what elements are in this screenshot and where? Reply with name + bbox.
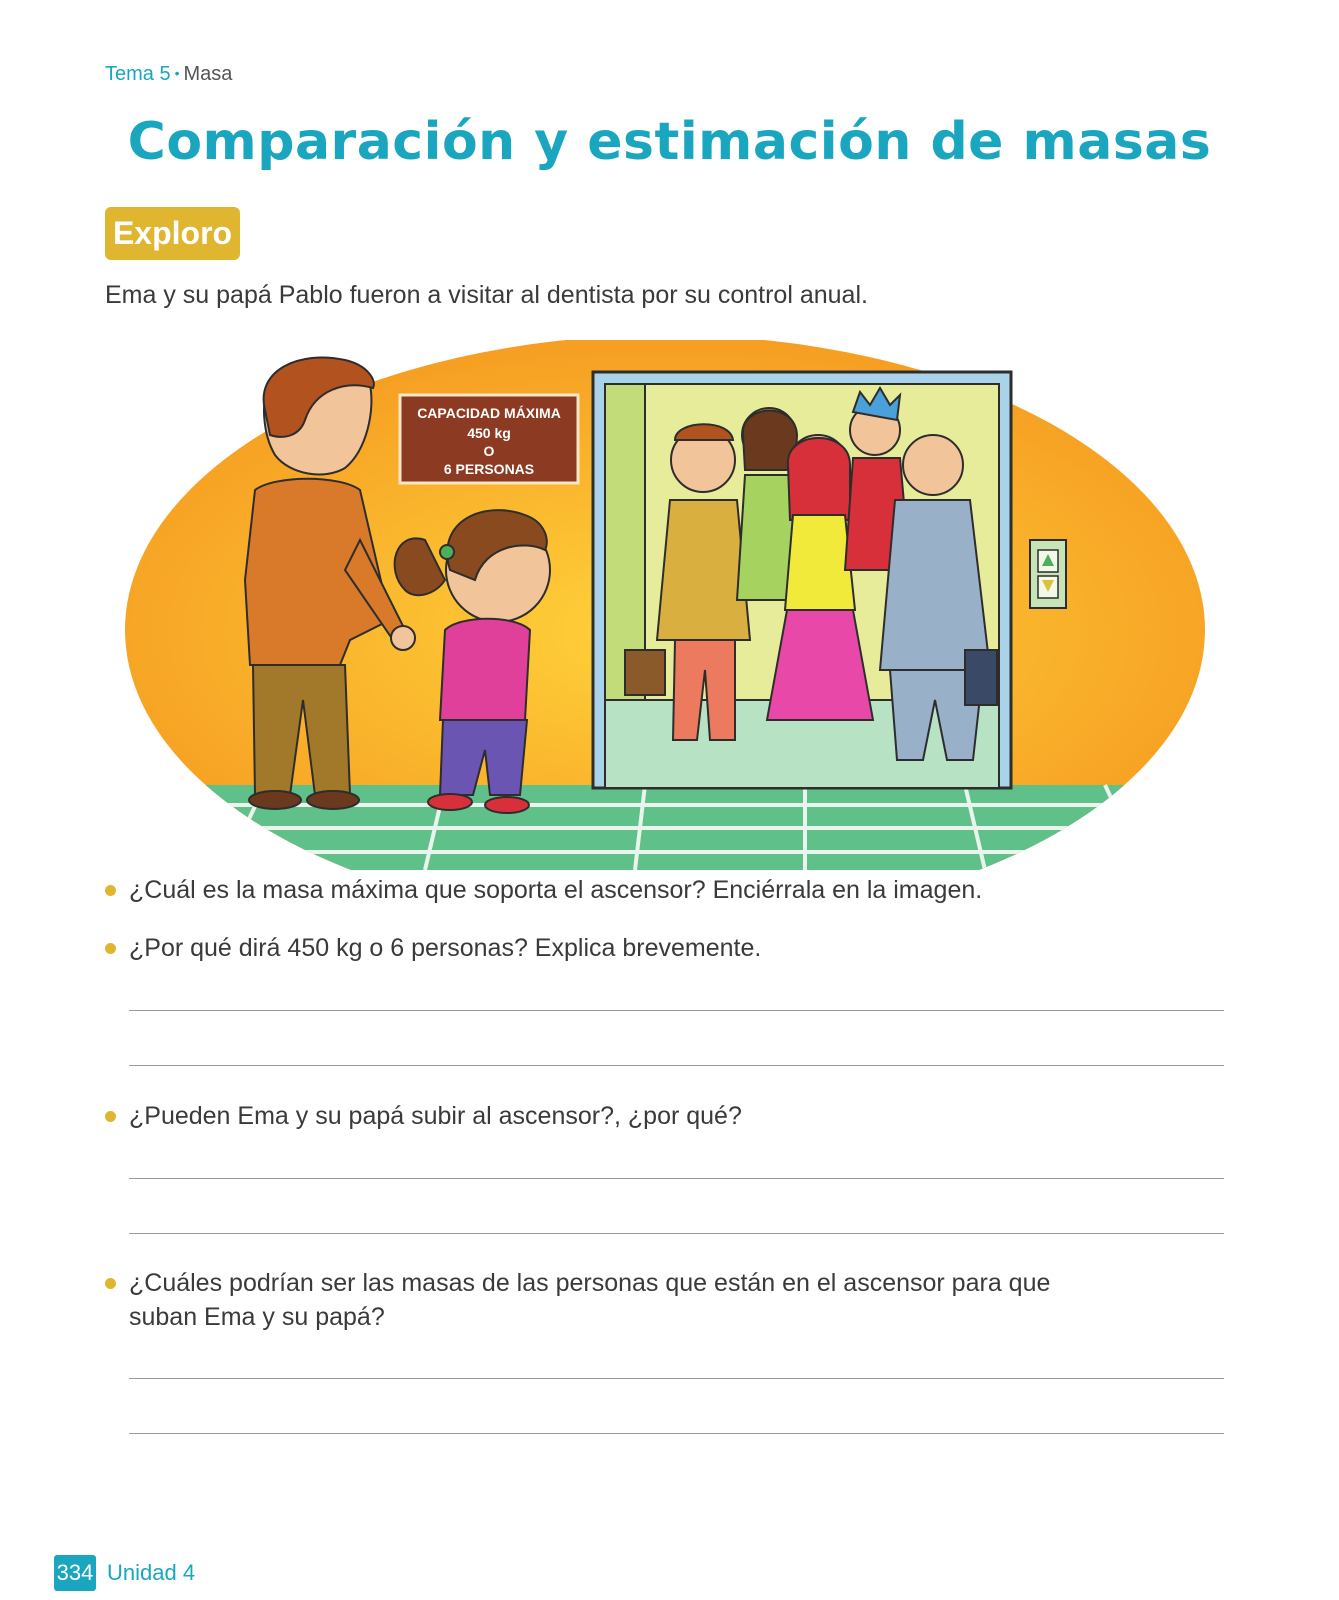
sign-line-persons: 6 PERSONAS xyxy=(443,461,535,477)
bullet-icon xyxy=(105,943,116,954)
elevator-illustration xyxy=(105,340,1225,870)
question-text: ¿Pueden Ema y su papá subir al ascensor?, ¿por qué? xyxy=(129,1102,742,1130)
sign-line-weight: 450 kg xyxy=(467,425,511,441)
answer-line[interactable] xyxy=(129,1233,1224,1234)
answer-line[interactable] xyxy=(129,1378,1224,1379)
bullet-icon xyxy=(105,1278,116,1289)
page-title: Comparación y estimación de masas xyxy=(127,112,1212,172)
topic-header xyxy=(105,63,232,86)
sign-line-capacity: CAPACIDAD MÁXIMA xyxy=(417,405,561,421)
question-4 xyxy=(105,1266,1105,1334)
answer-line[interactable] xyxy=(129,1065,1224,1066)
answer-line[interactable] xyxy=(129,1010,1224,1011)
bullet-icon xyxy=(105,885,116,896)
question-text: ¿Por qué dirá 450 kg o 6 personas? Explica brevemente. xyxy=(129,934,762,962)
elevator-call-buttons xyxy=(1030,540,1066,608)
question-text: ¿Cuáles podrían ser las masas de las personas que están en el ascensor para que suban Ema y su papá? xyxy=(129,1269,1051,1331)
page-number: 334 xyxy=(54,1555,96,1591)
question-text: ¿Cuál es la masa máxima que soporta el ascensor? Enciérrala en la imagen. xyxy=(129,876,983,904)
question-2 xyxy=(105,931,1185,965)
question-1 xyxy=(105,873,1185,907)
section-badge: Exploro xyxy=(105,207,240,260)
answer-line[interactable] xyxy=(129,1433,1224,1434)
topic-number: Tema 5 xyxy=(105,63,171,85)
question-3 xyxy=(105,1099,1185,1133)
sign-line-or: O xyxy=(483,443,495,459)
capacity-sign xyxy=(400,395,578,483)
bullet-icon xyxy=(105,1111,116,1122)
elevator-passengers xyxy=(625,388,997,760)
header-separator: • xyxy=(174,65,180,81)
intro-text: Ema y su papá Pablo fueron a visitar al dentista por su control anual. xyxy=(105,281,868,309)
topic-name: Masa xyxy=(183,63,233,85)
unit-label: Unidad 4 xyxy=(107,1560,196,1585)
answer-line[interactable] xyxy=(129,1178,1224,1179)
